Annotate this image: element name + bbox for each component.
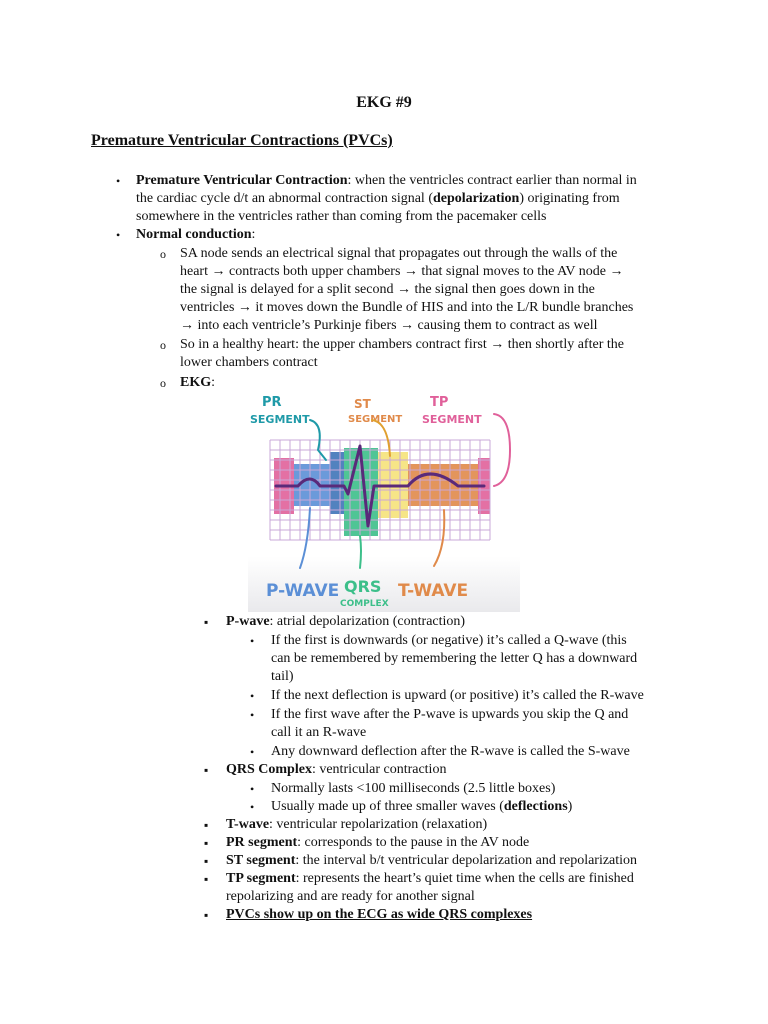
pr-label: PR (262, 395, 282, 410)
t-wave-text: : ventricular repolarization (relaxation) (269, 817, 488, 832)
tp-label: TP (430, 395, 449, 410)
square-marker: ▪ (204, 872, 209, 886)
tp-segment-label: SEGMENT (422, 413, 482, 426)
term-p-wave: P-wave (226, 614, 270, 629)
qrs-duration-item: Normally lasts <100 milliseconds (2.5 little boxes) (271, 781, 556, 796)
pr-segment-text: : corresponds to the pause in the AV node (297, 835, 530, 850)
term-st-segment: ST segment (226, 853, 296, 868)
sa-node-line-5: → into each ventricle’s Purkinje fibers → causing them to contract as well (180, 318, 598, 333)
square-marker: ▪ (204, 763, 209, 777)
bullet-marker: • (250, 689, 255, 703)
sa-node-line-1: SA node sends an electrical signal that propagates out through the walls of the (180, 246, 618, 261)
qrs-waves-item (271, 798, 572, 816)
healthy-heart-line-2: lower chambers contract (180, 355, 318, 370)
circle-marker: o (160, 376, 166, 390)
term-pvc: Premature Ventricular Contraction (136, 173, 348, 188)
skip-q-line-2: call it an R-wave (271, 725, 367, 740)
term-depolarization: depolarization (432, 191, 520, 206)
term-ekg: EKG (180, 375, 212, 390)
bullet-marker: • (116, 228, 121, 242)
pvc-ecg-note: PVCs show up on the ECG as wide QRS complexes (226, 907, 533, 922)
bullet-marker: • (116, 174, 121, 188)
s-wave-item: Any downward deflection after the R-wave is called the S-wave (271, 744, 630, 759)
healthy-heart-line-1: So in a healthy heart: the upper chambers contract first → then shortly after the (180, 337, 624, 352)
pvc-definition-line-3: somewhere in the ventricles rather than coming from the pacemaker cells (136, 209, 547, 224)
sa-node-line-4: ventricles → it moves down the Bundle of HIS and into the L/R bundle branches (180, 300, 634, 315)
list-item-normal-conduction (136, 226, 255, 244)
page-title: EKG #9 (356, 94, 412, 111)
bullet-marker: • (250, 634, 255, 648)
bullet-marker: • (250, 800, 255, 814)
sa-node-line-3: the signal is delayed for a split second → the signal then goes down in the (180, 282, 595, 297)
bullet-marker: • (250, 782, 255, 796)
pr-segment-label: SEGMENT (250, 413, 310, 426)
qrs-text: : ventricular contraction (311, 762, 447, 777)
st-segment-label: SEGMENT (348, 414, 403, 425)
tp-segment-text: : represents the heart’s quiet time when the cells are finished (295, 871, 634, 886)
st-label: ST (354, 397, 371, 411)
skip-q-line-1: If the first wave after the P-wave is upwards you skip the Q and (271, 707, 629, 722)
t-wave-item (226, 816, 487, 834)
section-heading: Premature Ventricular Contractions (PVCs) (91, 132, 393, 149)
sa-node-line-2: heart → contracts both upper chambers → that signal moves to the AV node → (180, 264, 624, 279)
square-marker: ▪ (204, 854, 209, 868)
square-marker: ▪ (204, 818, 209, 832)
p-wave-item (226, 613, 465, 631)
q-wave-line-3: tail) (271, 669, 294, 684)
pr-end-region (330, 452, 344, 514)
qrs-label: QRS (344, 577, 382, 596)
q-wave-line-1: If the first is downwards (or negative) it’s called a Q-wave (this (271, 633, 627, 648)
bullet-marker: • (250, 708, 255, 722)
pvc-definition-text: ) originating from (519, 191, 620, 206)
pvc-definition-line-1: : when the ventricles contract earlier than normal in (347, 173, 637, 188)
complex-label: COMPLEX (340, 599, 389, 609)
term-deflections: deflections (503, 799, 568, 814)
square-marker: ▪ (204, 836, 209, 850)
pr-segment-item (226, 834, 529, 852)
qrs-waves-text: Usually made up of three smaller waves ( (271, 799, 504, 814)
p-wave-text: : atrial depolarization (contraction) (269, 614, 466, 629)
term-qrs-complex: QRS Complex (226, 762, 312, 777)
p-wave-label: P-WAVE (266, 581, 340, 601)
ekg-diagram (248, 390, 520, 612)
tp-segment-line-2: repolarizing and are ready for another signal (226, 889, 475, 904)
pvc-definition-line-2 (136, 190, 620, 208)
colon: : (211, 375, 216, 390)
ekg-item (180, 374, 215, 392)
bullet-marker: • (250, 745, 255, 759)
square-marker: ▪ (204, 908, 209, 922)
colon: : (251, 227, 256, 242)
r-wave-item: If the next deflection is upward (or positive) it’s called the R-wave (271, 688, 644, 703)
term-t-wave: T-wave (226, 817, 270, 832)
circle-marker: o (160, 247, 166, 261)
qrs-item (226, 761, 446, 779)
square-marker: ▪ (204, 615, 209, 629)
st-segment-item (226, 852, 637, 870)
qrs-pointer (360, 536, 361, 568)
pvc-definition-text: the cardiac cycle d/t an abnormal contraction signal ( (136, 191, 433, 206)
list-item-pvc-definition (136, 172, 637, 190)
term-pr-segment: PR segment (226, 835, 298, 850)
q-wave-line-2: can be remembered by remembering the letter Q has a downward (271, 651, 638, 666)
term-normal-conduction: Normal conduction (136, 227, 252, 242)
qrs-waves-text: ) (567, 799, 573, 814)
st-segment-text: : the interval b/t ventricular depolarization and repolarization (295, 853, 638, 868)
t-wave-label: T-WAVE (398, 581, 469, 601)
tp-segment-item (226, 870, 634, 888)
term-tp-segment: TP segment (226, 871, 296, 886)
circle-marker: o (160, 338, 166, 352)
